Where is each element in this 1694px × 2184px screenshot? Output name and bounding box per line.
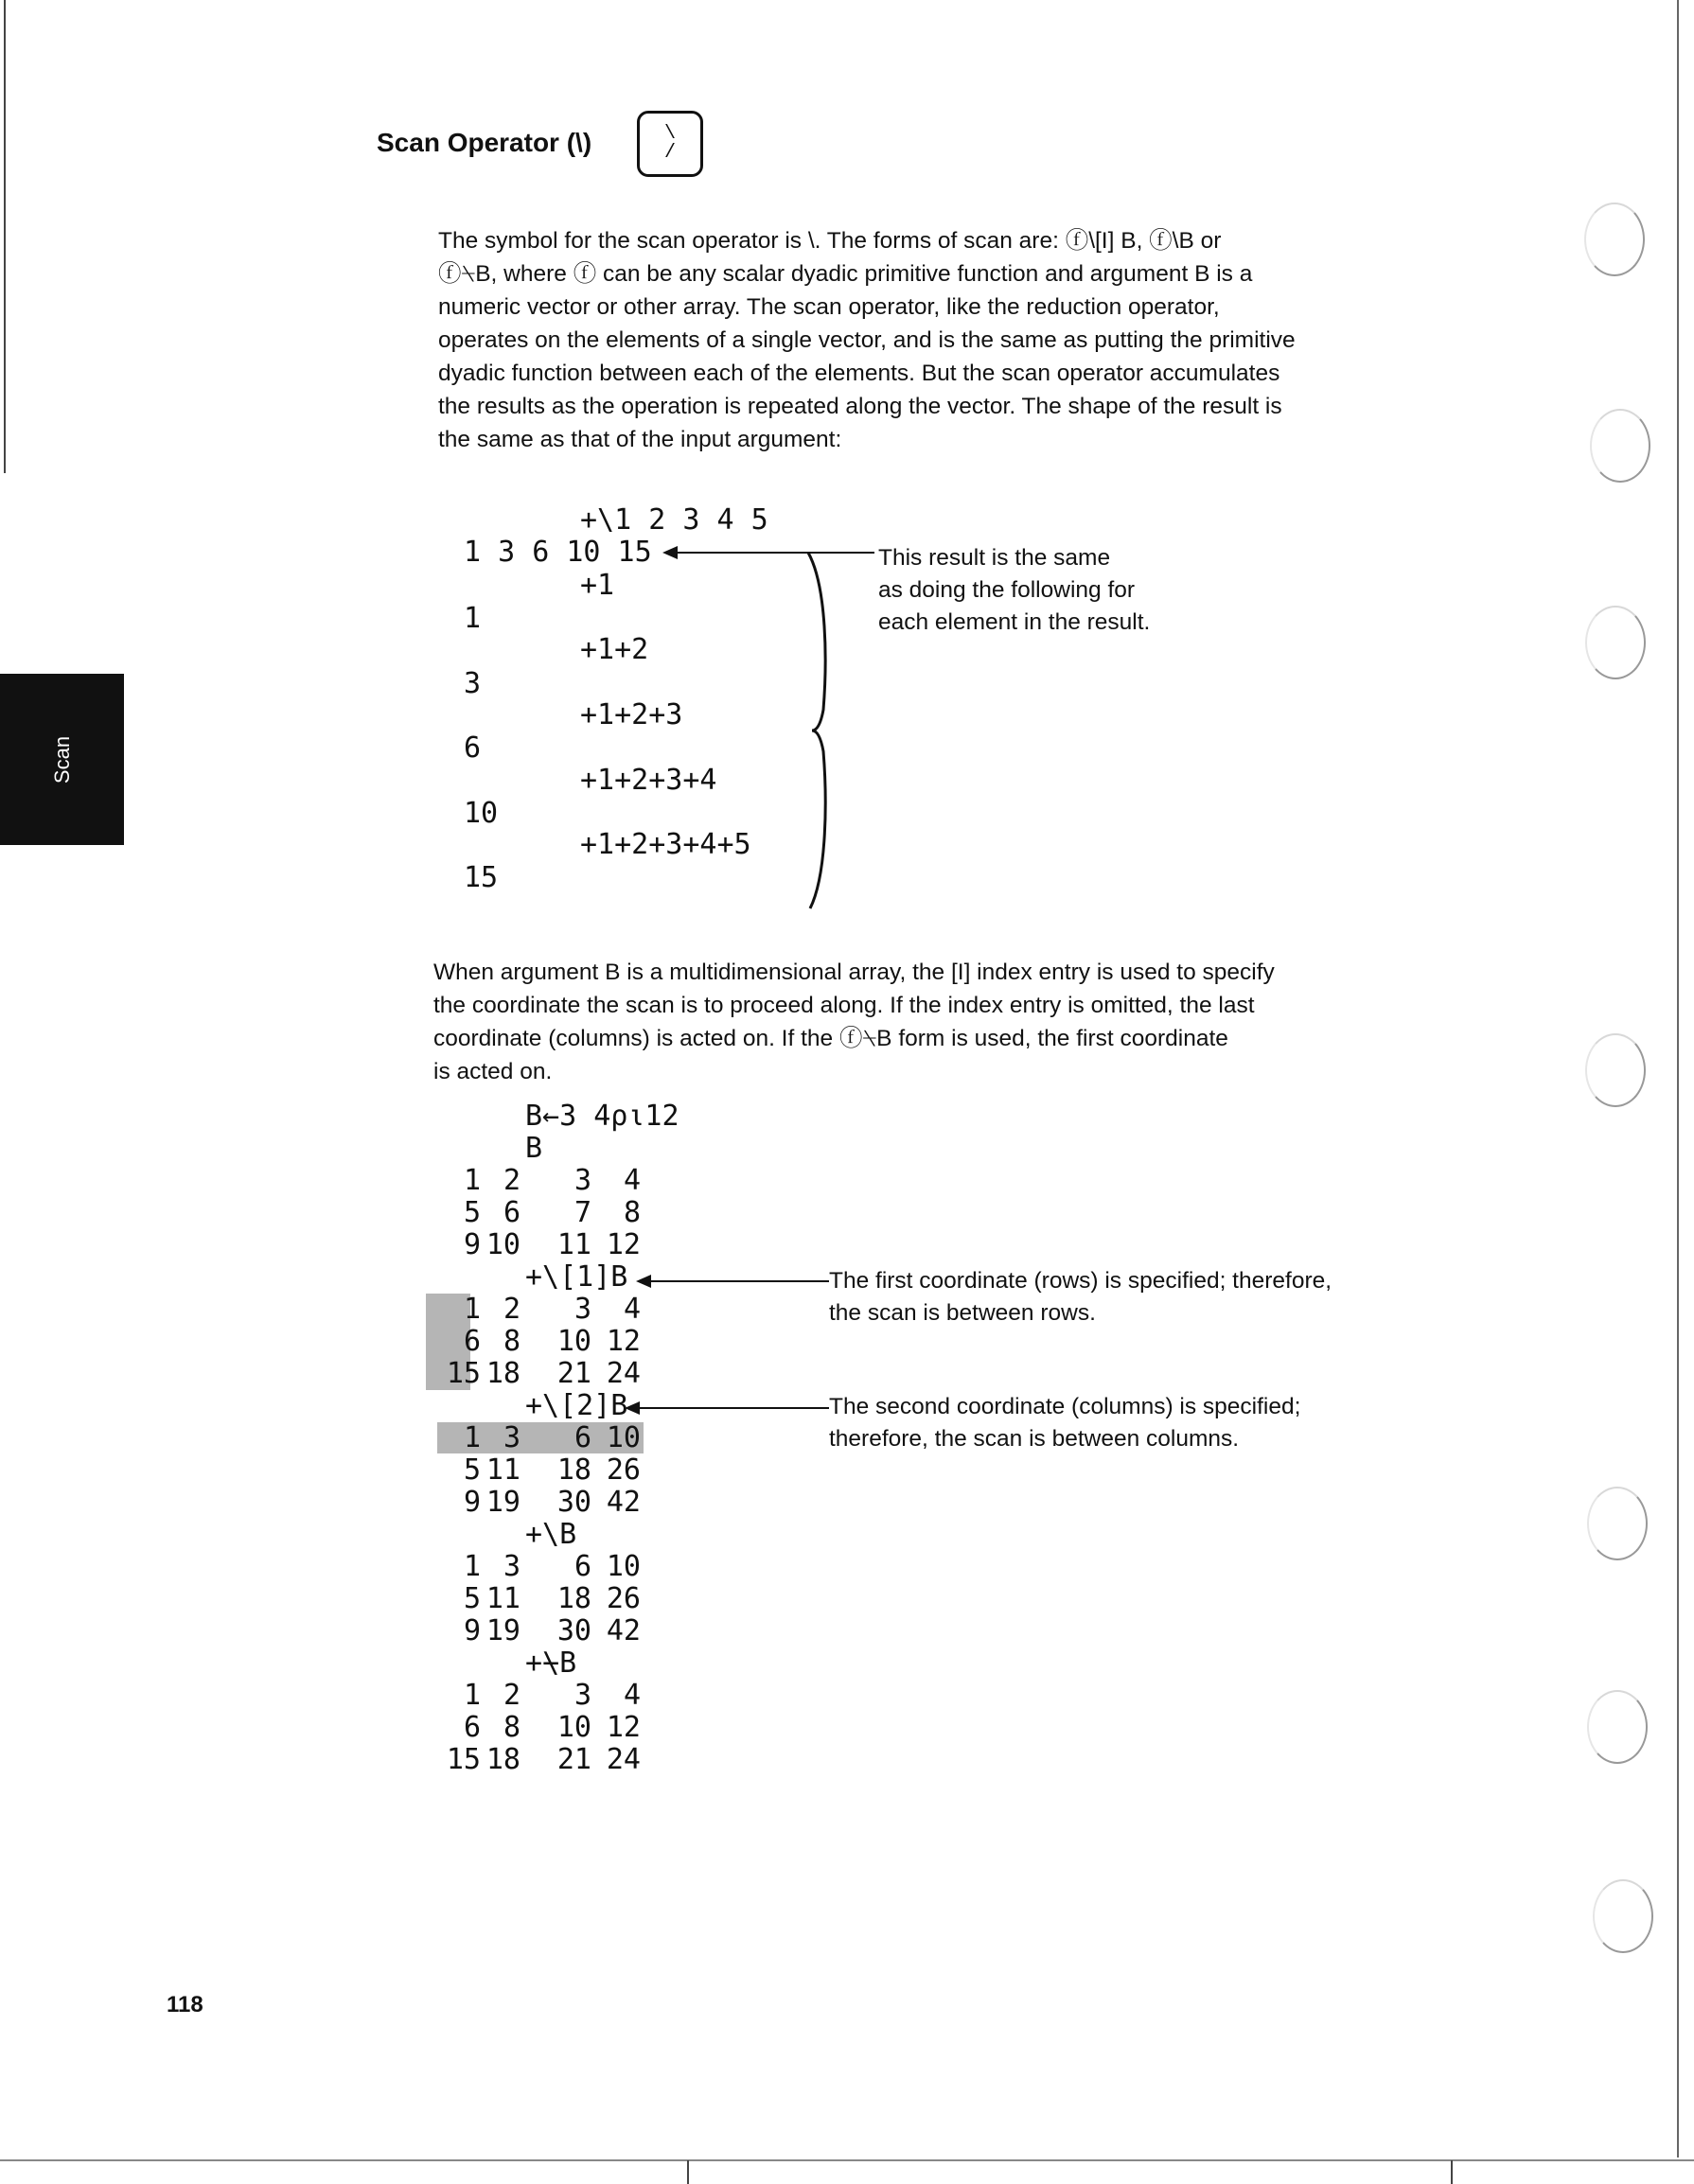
scan1-expr: +\[1]B <box>525 1260 628 1294</box>
matrix-cell: 4 <box>623 1164 641 1197</box>
scan2-expr: +\[2]B <box>525 1389 628 1422</box>
matrix-cell: 1 <box>463 1164 481 1197</box>
matrix-cell: 2 <box>503 1293 521 1326</box>
matrix-cell: 9 <box>463 1614 481 1647</box>
matrix-cell: 7 <box>573 1196 591 1229</box>
arrow-left-icon <box>636 1275 651 1288</box>
page-tick-mark <box>687 2160 689 2184</box>
scan2-note <box>829 1391 1300 1455</box>
matrix-cell: 10 <box>556 1711 591 1744</box>
matrix-cell: 10 <box>556 1325 591 1358</box>
matrix-cell: 8 <box>623 1196 641 1229</box>
binder-hole-icon <box>1587 1487 1648 1560</box>
step-expr: +1+2+3+4+5 <box>580 828 751 861</box>
matrix-cell: 18 <box>556 1582 591 1615</box>
matrix-cell: 5 <box>463 1453 481 1487</box>
matrix-cell: 6 <box>463 1325 481 1358</box>
step-expr: +1+2 <box>580 633 649 666</box>
page-title: Scan Operator (\) <box>377 128 592 157</box>
key-bottom-glyph: / <box>663 142 676 164</box>
intro-line: numeric vector or other array. The scan operator, like the reduction operator, <box>438 294 1220 320</box>
matrix-cell: 2 <box>503 1164 521 1197</box>
matrix-cell: 18 <box>485 1357 521 1390</box>
para-line: the coordinate the scan is to proceed along. If the index entry is omitted, the last <box>433 993 1255 1018</box>
matrix-cell: 42 <box>606 1614 641 1647</box>
matrix-cell: 24 <box>606 1357 641 1390</box>
matrix-cell: 30 <box>556 1486 591 1519</box>
step-value: 15 <box>464 861 499 894</box>
arrow-line <box>674 552 874 554</box>
show-b-expr: B <box>525 1132 543 1165</box>
note-line: as doing the following for <box>878 577 1136 603</box>
matrix-cell: 11 <box>485 1582 521 1615</box>
matrix-cell: 6 <box>573 1421 591 1454</box>
matrix-cell: 11 <box>556 1228 591 1261</box>
example1-note <box>878 542 1150 639</box>
multidim-paragraph <box>433 956 1275 1088</box>
scan3-expr: +\B <box>525 1518 577 1551</box>
matrix-cell: 1 <box>463 1550 481 1583</box>
matrix-cell: 21 <box>556 1357 591 1390</box>
page-tick-mark <box>1451 2160 1453 2184</box>
matrix-cell: 3 <box>503 1550 521 1583</box>
para-line: is acted on. <box>433 1059 553 1084</box>
step-expr: +1 <box>580 569 615 602</box>
matrix-cell: 8 <box>503 1325 521 1358</box>
step-value: 3 <box>464 667 482 700</box>
intro-line: the results as the operation is repeated along the vector. The shape of the result is <box>438 394 1282 419</box>
step-value: 1 <box>464 602 482 635</box>
matrix-cell: 6 <box>503 1196 521 1229</box>
matrix-cell: 4 <box>623 1679 641 1712</box>
matrix-cell: 3 <box>503 1421 521 1454</box>
matrix-cell: 5 <box>463 1196 481 1229</box>
matrix-cell: 9 <box>463 1228 481 1261</box>
matrix-cell: 9 <box>463 1486 481 1519</box>
matrix-cell: 3 <box>573 1164 591 1197</box>
example1-input: +\1 2 3 4 5 <box>580 503 768 537</box>
matrix-cell: 1 <box>463 1421 481 1454</box>
matrix-cell: 26 <box>606 1582 641 1615</box>
matrix-cell: 3 <box>573 1293 591 1326</box>
binder-hole-icon <box>1593 1879 1653 1953</box>
page-bottom-line <box>0 2159 1694 2161</box>
matrix-cell: 1 <box>463 1293 481 1326</box>
arrow-left-icon <box>625 1401 640 1415</box>
matrix-cell: 42 <box>606 1486 641 1519</box>
para-line: coordinate (columns) is acted on. If the ⓕ⍀B form is used, the first coordinate <box>433 1026 1228 1051</box>
matrix-cell: 10 <box>485 1228 521 1261</box>
matrix-cell: 18 <box>556 1453 591 1487</box>
matrix-cell: 15 <box>446 1357 481 1390</box>
arrow-line <box>649 1280 829 1282</box>
intro-line: operates on the elements of a single vector, and is the same as putting the primitive <box>438 327 1296 353</box>
matrix-cell: 26 <box>606 1453 641 1487</box>
matrix-cell: 30 <box>556 1614 591 1647</box>
intro-line: The symbol for the scan operator is \. The forms of scan are: ⓕ\[I] B, ⓕ\B or <box>438 228 1222 254</box>
section-tab <box>0 674 124 845</box>
note-line: therefore, the scan is between columns. <box>829 1426 1240 1452</box>
matrix-cell: 12 <box>606 1228 641 1261</box>
arrow-line <box>638 1407 829 1409</box>
scan4-expr: +⍀B <box>525 1647 577 1680</box>
scan-key-icon <box>637 111 703 177</box>
matrix-cell: 3 <box>573 1679 591 1712</box>
note-line: The first coordinate (rows) is specified; therefore, <box>829 1268 1332 1294</box>
matrix-cell: 4 <box>623 1293 641 1326</box>
intro-line: ⓕ⍀B, where ⓕ can be any scalar dyadic primitive function and argument B is a <box>438 261 1253 287</box>
matrix-cell: 11 <box>485 1453 521 1487</box>
note-line: the scan is between rows. <box>829 1300 1096 1326</box>
page-edge-line <box>1677 0 1679 2158</box>
intro-line: dyadic function between each of the elements. But the scan operator accumulates <box>438 361 1280 386</box>
note-line: The second coordinate (columns) is specified; <box>829 1394 1301 1419</box>
matrix-cell: 6 <box>463 1711 481 1744</box>
matrix-cell: 21 <box>556 1743 591 1776</box>
matrix-cell: 6 <box>573 1550 591 1583</box>
step-value: 10 <box>464 797 499 830</box>
intro-line: the same as that of the input argument: <box>438 427 842 452</box>
page-edge-line <box>4 0 6 473</box>
step-expr: +1+2+3 <box>580 698 683 731</box>
arrow-left-icon <box>662 546 678 559</box>
matrix-cell: 19 <box>485 1614 521 1647</box>
matrix-cell: 2 <box>503 1679 521 1712</box>
scan1-note <box>829 1265 1332 1330</box>
matrix-cell: 5 <box>463 1582 481 1615</box>
binder-hole-icon <box>1587 1690 1648 1764</box>
matrix-cell: 10 <box>606 1550 641 1583</box>
matrix-cell: 19 <box>485 1486 521 1519</box>
matrix-cell: 12 <box>606 1711 641 1744</box>
step-expr: +1+2+3+4 <box>580 764 717 797</box>
matrix-cell: 24 <box>606 1743 641 1776</box>
key-top-glyph: \ <box>663 123 676 145</box>
note-line: This result is the same <box>878 545 1111 571</box>
binder-hole-icon <box>1585 606 1646 679</box>
page-number: 118 <box>167 1992 203 2017</box>
section-tab-label: Scan <box>49 735 74 784</box>
matrix-cell: 1 <box>463 1679 481 1712</box>
intro-paragraph <box>438 224 1296 456</box>
binder-hole-icon <box>1590 409 1650 483</box>
matrix-cell: 15 <box>446 1743 481 1776</box>
example1-result: 1 3 6 10 15 <box>464 536 652 569</box>
binder-hole-icon <box>1585 1033 1646 1107</box>
note-line: each element in the result. <box>878 609 1151 635</box>
binder-hole-icon <box>1584 203 1645 276</box>
assign-expr: B←3 4⍴⍳12 <box>525 1100 679 1133</box>
matrix-cell: 10 <box>606 1421 641 1454</box>
para-line: When argument B is a multidimensional array, the [I] index entry is used to specify <box>433 960 1275 985</box>
step-value: 6 <box>464 731 482 765</box>
matrix-cell: 18 <box>485 1743 521 1776</box>
matrix-cell: 12 <box>606 1325 641 1358</box>
matrix-cell: 8 <box>503 1711 521 1744</box>
brace-icon <box>804 549 842 913</box>
